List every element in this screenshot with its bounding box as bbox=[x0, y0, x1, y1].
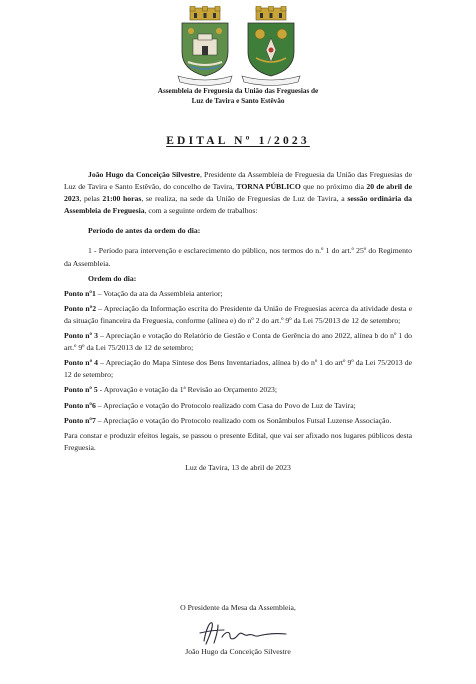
intro-paragraph: João Hugo da Conceição Silvestre, Presidente da Assembleia de Freguesia da União das Freguesias de Luz de Tavira e Santo Estêvão, do concelho de Tavira, TORNA PÚBLICO que no próximo dia 20 de abril de 2023, pelas 21:00 horas, se realiza, na sede da União de Freguesias de Luz de Tavira, a sessão ordinária da Assembleia de Freguesia, com a seguinte ordem de trabalhos: bbox=[64, 170, 413, 216]
luz-tavira-coat-of-arms bbox=[176, 6, 234, 86]
agenda-heading: Ordem do dia: bbox=[88, 273, 137, 283]
agenda-item-label: Ponto nº1 bbox=[64, 288, 96, 298]
agenda-item-text: – Apreciação da Informação escrita do Presidente da União de Freguesias acerca da atividade desta e da situação financeira da Freguesia, conforme (alínea e) do nº 2 do art.º 9º da Lei 75/2013 de 12 de setembro; bbox=[64, 303, 412, 325]
agenda-item bbox=[64, 330, 412, 354]
agenda-item-text: – Votação da ata da Assembleia anterior; bbox=[95, 288, 223, 298]
agenda-item bbox=[64, 415, 412, 427]
santo-estevao-coat-of-arms bbox=[240, 6, 302, 86]
assembly-line-1: Assembleia de Freguesia da União das Freguesias de bbox=[157, 87, 319, 95]
edital-title: EDITAL Nº 1/2023 bbox=[166, 135, 310, 147]
agenda-item bbox=[64, 288, 412, 300]
agenda-item bbox=[64, 400, 412, 412]
signature-role: O Presidente da Mesa da Assembleia, bbox=[180, 603, 296, 612]
agenda-item-text: - Aprovação e votação da 1ª Revisão ao Orçamento 2023; bbox=[97, 385, 278, 395]
agenda-item bbox=[64, 384, 412, 396]
agenda-item-label: Ponto nº6 bbox=[64, 400, 96, 410]
session-time: 21:00 horas bbox=[102, 194, 142, 204]
agenda-item-label: Ponto nº2 bbox=[64, 303, 97, 313]
agenda-item-label: Ponto nº 5 bbox=[64, 385, 98, 395]
agenda-list bbox=[64, 288, 412, 427]
signer-name: João Hugo da Conceição Silvestre bbox=[185, 647, 291, 656]
session-date: 20 de abril de 2023 bbox=[64, 182, 412, 204]
agenda-item-text: – Apreciação e votação do Protocolo realizado com os Sonâmbulos Futsal Luzense Associação. bbox=[95, 415, 392, 425]
edital-body bbox=[64, 169, 412, 474]
president-name: João Hugo da Conceição Silvestre bbox=[88, 170, 200, 179]
agenda-item bbox=[64, 303, 412, 327]
agenda-item bbox=[64, 357, 412, 381]
agenda-item-label: Ponto nº 4 bbox=[64, 358, 99, 368]
torna-publico: TORNA PÚBLICO bbox=[236, 182, 301, 192]
place-date: Luz de Tavira, 13 de abril de 2023 bbox=[185, 462, 291, 472]
before-agenda-heading: Período de antes da ordem do dia: bbox=[88, 226, 201, 236]
agenda-item-text: – Apreciação do Mapa Síntese dos Bens Inventariados, alínea b) do nº 1 do artº 9º da Lei 75/2013 de 12 de setembro; bbox=[64, 358, 412, 380]
before-agenda-item: 1 - Período para intervenção e esclarecimento do público, nos termos do n.º 1 do art.º 25º do Regimento da Assembleia. bbox=[64, 246, 412, 268]
session-type: sessão ordinária da Assembleia de Freguesia bbox=[64, 194, 413, 216]
agenda-item-label: Ponto nº 3 bbox=[64, 331, 98, 341]
agenda-item-label: Ponto nº7 bbox=[64, 415, 96, 425]
closing-paragraph: Para constar e produzir efeitos legais, se passou o presente Edital, que vai ser afixado nos lugares públicos desta Freguesia. bbox=[64, 430, 412, 452]
agenda-item-text: – Apreciação e votação do Relatório de Gestão e Conta de Gerência do ano 2022, alínea b do nº 1 do art.º 9º da Lei 75/2013 de 12 de setembro; bbox=[64, 331, 412, 353]
header-crests bbox=[0, 6, 476, 86]
assembly-header bbox=[60, 87, 416, 106]
assembly-line-2: Luz de Tavira e Santo Estêvão bbox=[191, 96, 285, 105]
agenda-item-text: – Apreciação e votação do Protocolo realizado com Casa do Povo de Luz de Tavira; bbox=[95, 400, 356, 410]
